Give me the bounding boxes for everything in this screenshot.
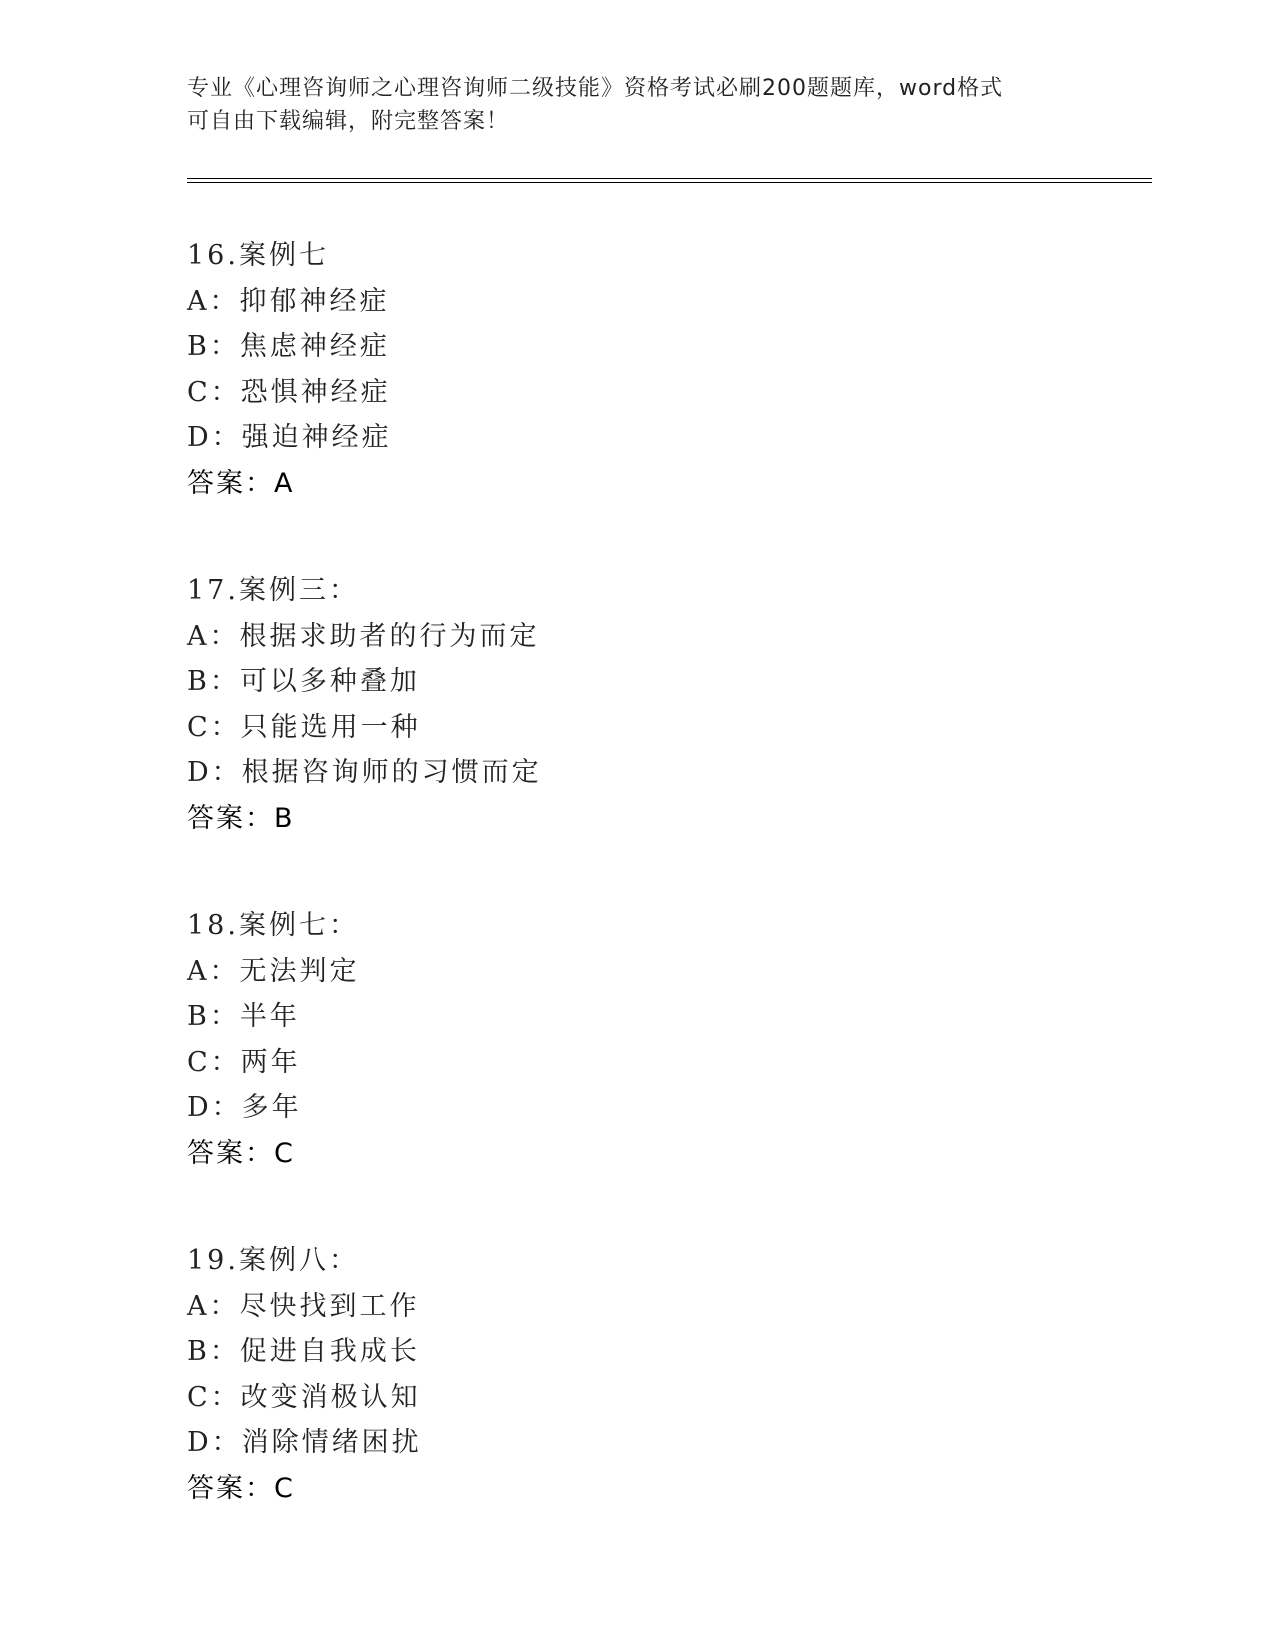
option-d: D：根据咨询师的习惯而定 [187, 757, 542, 788]
question-title: 17.案例三： [187, 575, 359, 606]
option-a: A：抑郁神经症 [187, 285, 390, 317]
option-b: B：可以多种叠加 [187, 666, 420, 697]
answer: 答案：C [187, 1472, 295, 1504]
option-c: C：改变消极认知 [187, 1381, 421, 1413]
document-header [187, 72, 1087, 138]
option-d: D：强迫神经症 [187, 422, 392, 453]
option-a: A：根据求助者的行为而定 [187, 620, 540, 652]
option-d: D：多年 [187, 1092, 302, 1123]
header-line-2: 可自由下载编辑，附完整答案！ [187, 109, 510, 134]
option-c: C：两年 [187, 1046, 301, 1078]
option-a: A：无法判定 [187, 955, 360, 987]
question-title: 19.案例八： [187, 1245, 359, 1276]
answer: 答案：A [187, 467, 295, 499]
answer: 答案：C [187, 1137, 295, 1169]
answer: 答案：B [187, 802, 295, 834]
question-title: 18.案例七： [187, 910, 359, 941]
option-b: B：促进自我成长 [187, 1336, 420, 1367]
question-title: 16.案例七 [187, 240, 329, 271]
question-19 [187, 1238, 1087, 1511]
question-list [187, 233, 1087, 1573]
question-18 [187, 903, 1087, 1176]
option-d: D：消除情绪困扰 [187, 1427, 422, 1458]
option-b: B：半年 [187, 1001, 300, 1032]
option-c: C：恐惧神经症 [187, 376, 391, 408]
question-17 [187, 568, 1087, 841]
option-b: B：焦虑神经症 [187, 331, 390, 362]
question-16 [187, 233, 1087, 506]
header-double-rule [187, 178, 1152, 184]
option-a: A：尽快找到工作 [187, 1290, 420, 1322]
option-c: C：只能选用一种 [187, 711, 421, 743]
header-line-1: 专业《心理咨询师之心理咨询师二级技能》资格考试必刷200题题库，word格式 [187, 76, 1004, 101]
